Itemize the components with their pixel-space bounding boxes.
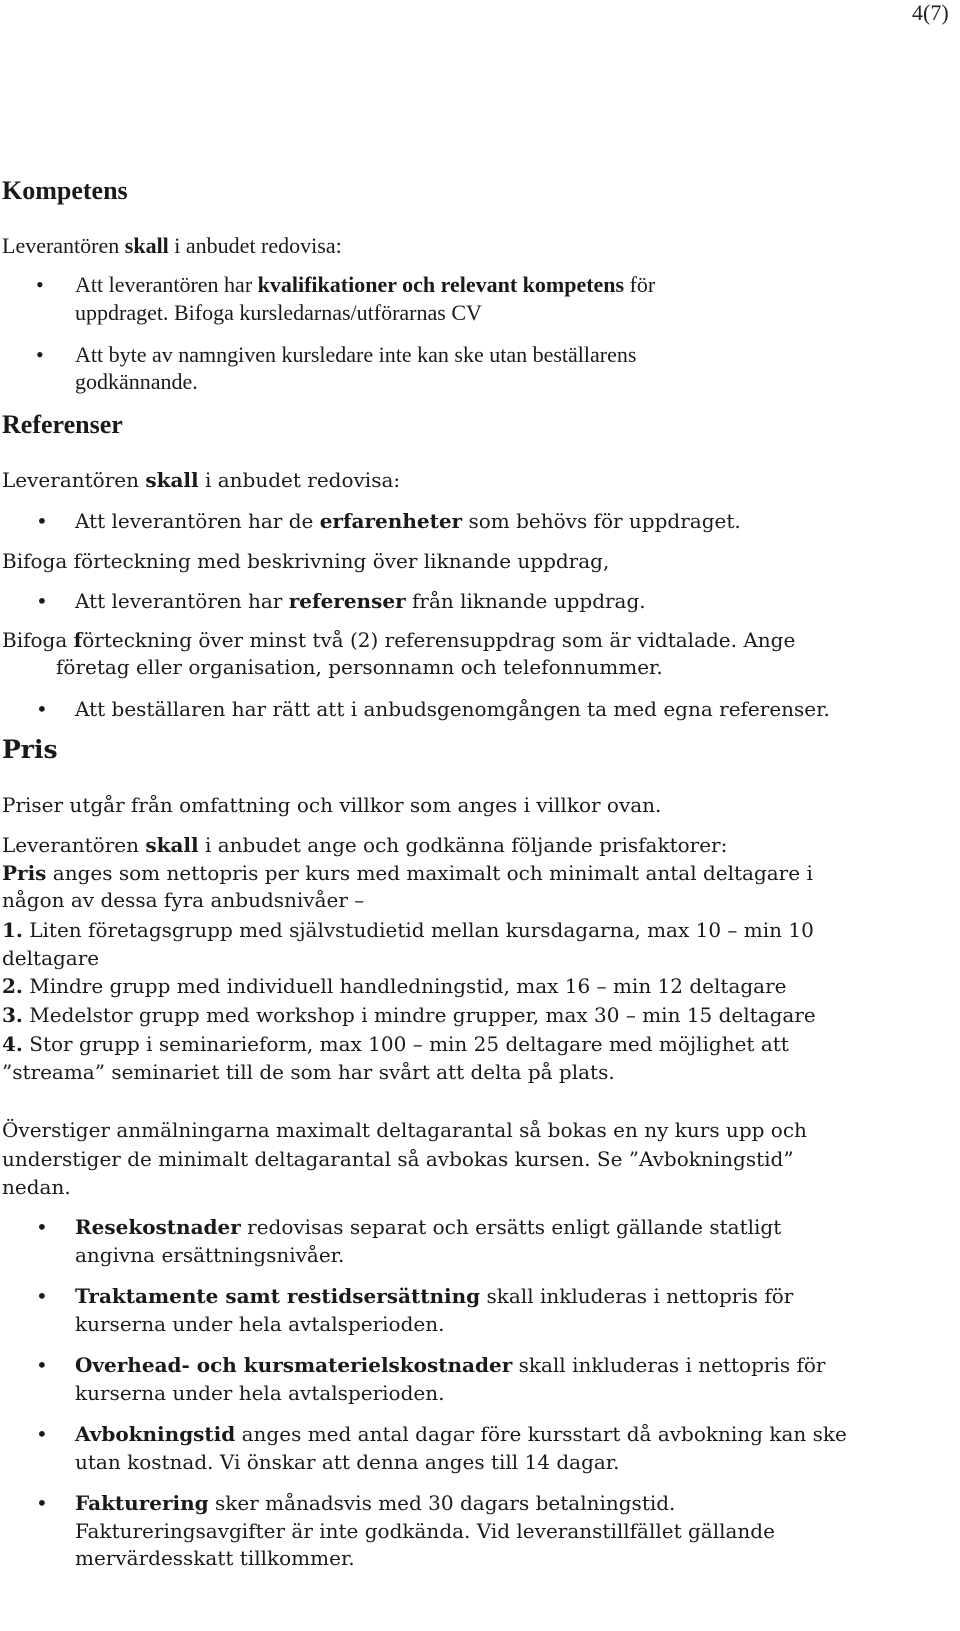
heading-kompetens: Kompetens xyxy=(2,176,128,205)
kompetens-bullet-1-line2: uppdraget. Bifoga kursledarnas/utförarnas CV xyxy=(75,300,482,325)
pris-item-resekostnader-line2: angivna ersättningsnivåer. xyxy=(75,1243,345,1267)
bullet-icon: • xyxy=(36,589,48,613)
bullet-icon: • xyxy=(36,697,48,721)
referenser-paragraph-2-line2: företag eller organisation, personnamn och telefonnummer. xyxy=(56,655,663,679)
bullet-icon: • xyxy=(36,1491,48,1515)
bullet-icon: • xyxy=(36,1353,48,1377)
pris-level-3: 3. Medelstor grupp med workshop i mindre grupper, max 30 – min 15 deltagare xyxy=(2,1003,816,1027)
pris-item-overhead-line2: kurserna under hela avtalsperioden. xyxy=(75,1381,445,1405)
pris-level-4: 4. Stor grupp i seminarieform, max 100 – min 25 deltagare med möjlighet att xyxy=(2,1032,789,1056)
pris-item-resekostnader: Resekostnader redovisas separat och ersätts enligt gällande statligt xyxy=(75,1215,782,1239)
referenser-bullet-3: Att beställaren har rätt att i anbudsgenomgången ta med egna referenser. xyxy=(75,697,830,721)
heading-referenser: Referenser xyxy=(2,410,123,439)
pris-paragraph-2: Leverantören skall i anbudet ange och godkänna följande prisfaktorer: xyxy=(2,833,728,857)
pris-level-4-line2: ”streama” seminariet till de som har svårt att delta på plats. xyxy=(2,1060,615,1084)
kompetens-bullet-2: Att byte av namngiven kursledare inte kan ske utan beställarens xyxy=(75,342,637,367)
pris-item-fakturering: Fakturering sker månadsvis med 30 dagars betalningstid. xyxy=(75,1491,676,1515)
heading-pris: Pris xyxy=(2,735,58,764)
bullet-icon: • xyxy=(36,509,48,533)
pris-item-avbokningstid-line2: utan kostnad. Vi önskar att denna anges till 14 dagar. xyxy=(75,1450,620,1474)
pris-item-traktamente-line2: kurserna under hela avtalsperioden. xyxy=(75,1312,445,1336)
pris-level-1-line2: deltagare xyxy=(2,946,100,970)
referenser-paragraph-2: Bifoga förteckning över minst två (2) referensuppdrag som är vidtalade. Ange xyxy=(2,628,796,652)
pris-item-traktamente: Traktamente samt restidsersättning skall inkluderas i nettopris för xyxy=(75,1284,794,1308)
kompetens-intro: Leverantören skall i anbudet redovisa: xyxy=(2,233,342,258)
pris-overbooking-line3: nedan. xyxy=(2,1175,71,1199)
pris-paragraph-3: Pris anges som nettopris per kurs med maximalt och minimalt antal deltagare i xyxy=(2,861,813,885)
pris-item-overhead: Overhead- och kursmaterielskostnader skall inkluderas i nettopris för xyxy=(75,1353,826,1377)
kompetens-bullet-1: Att leverantören har kvalifikationer och relevant kompetens för xyxy=(75,272,656,297)
pris-item-fakturering-line2: Faktureringsavgifter är inte godkända. Vid leveranstillfället gällande xyxy=(75,1519,775,1543)
bullet-icon: • xyxy=(36,1284,48,1308)
pris-level-1: 1. Liten företagsgrupp med självstudietid mellan kursdagarna, max 10 – min 10 xyxy=(2,918,814,942)
pris-paragraph-1: Priser utgår från omfattning och villkor som anges i villkor ovan. xyxy=(2,793,662,817)
referenser-bullet-2: Att leverantören har referenser från liknande uppdrag. xyxy=(75,589,646,613)
pris-overbooking-line2: understiger de minimalt deltagarantal så avbokas kursen. Se ”Avbokningstid” xyxy=(2,1147,794,1171)
bullet-icon: • xyxy=(36,1422,48,1446)
pris-item-fakturering-line3: mervärdesskatt tillkommer. xyxy=(75,1546,355,1570)
bullet-icon: • xyxy=(36,342,44,367)
bullet-icon: • xyxy=(36,1215,48,1239)
referenser-intro: Leverantören skall i anbudet redovisa: xyxy=(2,468,401,492)
pris-level-2: 2. Mindre grupp med individuell handledningstid, max 16 – min 12 deltagare xyxy=(2,974,787,998)
referenser-bullet-1: Att leverantören har de erfarenheter som behövs för uppdraget. xyxy=(75,509,741,533)
pris-overbooking: Överstiger anmälningarna maximalt deltagarantal så bokas en ny kurs upp och xyxy=(2,1118,807,1142)
referenser-paragraph-1: Bifoga förteckning med beskrivning över liknande uppdrag, xyxy=(2,549,610,573)
kompetens-bullet-2-line2: godkännande. xyxy=(75,369,198,394)
pris-item-avbokningstid: Avbokningstid anges med antal dagar före kursstart då avbokning kan ske xyxy=(75,1422,847,1446)
bullet-icon: • xyxy=(36,272,44,297)
pris-paragraph-3-line2: någon av dessa fyra anbudsnivåer – xyxy=(2,888,365,912)
page-number: 4(7) xyxy=(912,0,949,25)
